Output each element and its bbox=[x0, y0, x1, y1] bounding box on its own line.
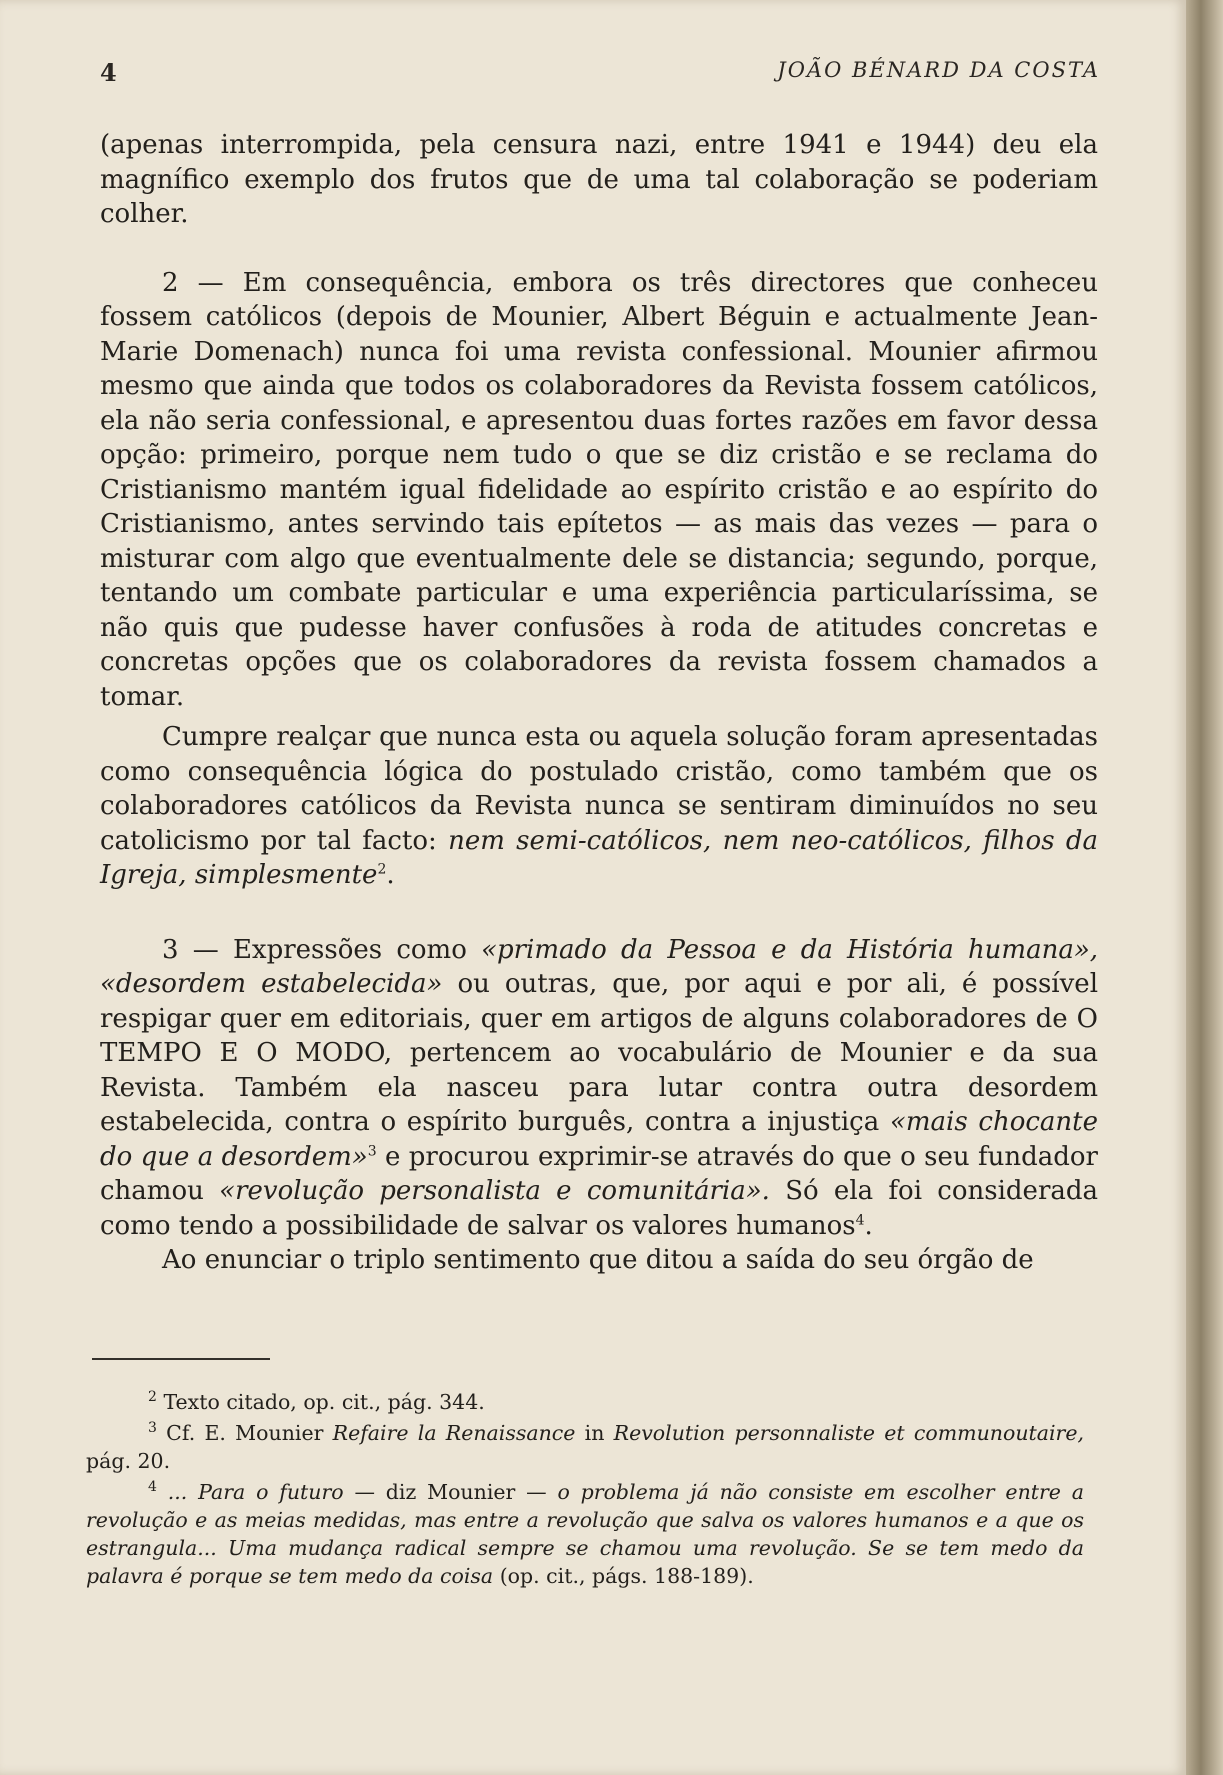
p4-h-italic: «revolução personalista e comunitária». bbox=[219, 1176, 770, 1206]
footnotes bbox=[86, 1388, 1084, 1593]
footnote-3-mark: 3 bbox=[148, 1420, 157, 1437]
paragraph-3-text: Cumpre realçar que nunca esta ou aquela solução foram apresentadas como consequência lógica do postulado cristão, como também que os colaboradores católicos da Revista nunca se sentiram diminuídos no seu catolicismo por tal facto: bbox=[100, 722, 1098, 856]
paragraph-3 bbox=[100, 720, 1098, 893]
footnote-ref-3: 3 bbox=[367, 1142, 377, 1159]
p4-j: . bbox=[864, 1210, 873, 1241]
fn3-a: Cf. E. Mounier bbox=[166, 1421, 333, 1445]
paragraph-section-3 bbox=[100, 933, 1098, 1244]
running-head: JOÃO BÉNARD DA COSTA bbox=[777, 58, 1100, 82]
paragraph-5: Ao enunciar o triplo sentimento que ditou a saída do seu órgão de bbox=[162, 1245, 1034, 1275]
fn3-e: pág. 20. bbox=[86, 1449, 171, 1473]
footnote-4 bbox=[86, 1478, 1084, 1590]
footnote-2 bbox=[86, 1388, 1084, 1416]
p4-e: ou outras, que, por aqui e por ali, é possível respigar quer em editoriais, quer em artigos de alguns colaboradores de O TEMPO E O MODO, pertencem ao vocabulário de Mounier e da sua Revista. Também ela nasceu para lutar contra outra desordem estabelecida, contra o espírito burguês, contra a injustiça bbox=[100, 969, 1099, 1137]
fn4-a-italic: ... Para o futuro bbox=[167, 1480, 344, 1504]
p4-g: e procurou exprimir-se através do que o seu fundador chamou bbox=[100, 1141, 1098, 1206]
footnote-4-mark: 4 bbox=[148, 1479, 157, 1496]
book-page-edge bbox=[1186, 0, 1223, 1775]
p4-b-italic: «primado da Pessoa e da História humana», bbox=[481, 934, 1099, 965]
p4-a: 3 — Expressões como bbox=[162, 934, 482, 965]
footnote-2-text: Texto citado, op. cit., pág. 344. bbox=[163, 1390, 485, 1414]
fn4-c-italic: o problema já não consiste em escolher entre a revolução e as meias medidas, mas entre a revolução que salva os valores humanos e a que os estrangula... Uma mudança radical sempre se chamou uma revolução. Se se tem medo da palavra é porque se tem medo da coisa bbox=[86, 1480, 1084, 1588]
fn4-b: — diz Mounier — bbox=[343, 1480, 558, 1504]
footnote-3 bbox=[86, 1419, 1084, 1475]
paragraph-3-end: . bbox=[386, 860, 395, 890]
p4-i: Só ela foi considerada como tendo a possibilidade de salvar os valores humanos bbox=[100, 1176, 1099, 1241]
p4-f-italic: «mais chocante do que a desordem» bbox=[100, 1107, 1098, 1172]
fn3-d-italic: Revolution personnaliste et communoutaire, bbox=[613, 1421, 1084, 1445]
fn4-d: (op. cit., págs. 188-189). bbox=[493, 1564, 754, 1588]
page-number: 4 bbox=[100, 58, 117, 87]
footnote-ref-4: 4 bbox=[855, 1211, 865, 1228]
fn3-c: in bbox=[575, 1421, 614, 1445]
body-text bbox=[100, 128, 1098, 1278]
footnote-2-mark: 2 bbox=[148, 1389, 157, 1406]
fn3-b-italic: Refaire la Renaissance bbox=[332, 1421, 576, 1445]
paragraph-3-italic: nem semi-católicos, nem neo-católicos, filhos da Igreja, simplesmente bbox=[100, 825, 1098, 890]
footnote-divider bbox=[92, 1358, 270, 1360]
paragraph-section-2: 2 — Em consequência, embora os três directores que conheceu fossem católicos (depois de Mounier, Albert Béguin e actualmente Jean-Marie Domenach) nunca foi uma revista confessional. Mounier afirmou mesmo que ainda que todos os colaboradores da Revista fossem católicos, ela não seria confessional, e apresentou duas fortes razões em favor dessa opção: primeiro, porque nem tudo o que se diz cristão e se reclama do Cristianismo mantém igual fidelidade ao espírito cristão e ao espírito do Cristianismo, antes servindo tais epítetos — as mais das vezes — para o misturar com algo que eventualmente dele se distancia; segundo, porque, tentando um combate particular e uma experiência particularíssima, se não quis que pudesse haver confusões à roda de atitudes concretas e concretas opções que os colaboradores da revista fossem chamados a tomar. bbox=[100, 267, 1098, 712]
p4-d-italic: «desordem estabelecida» bbox=[100, 969, 443, 999]
footnote-ref-2: 2 bbox=[377, 861, 387, 878]
paragraph-1: (apenas interrompida, pela censura nazi, entre 1941 e 1944) deu ela magnífico exemplo dos frutos que de uma tal colaboração se poderiam colher. bbox=[100, 130, 1098, 229]
page-header bbox=[100, 58, 1100, 90]
